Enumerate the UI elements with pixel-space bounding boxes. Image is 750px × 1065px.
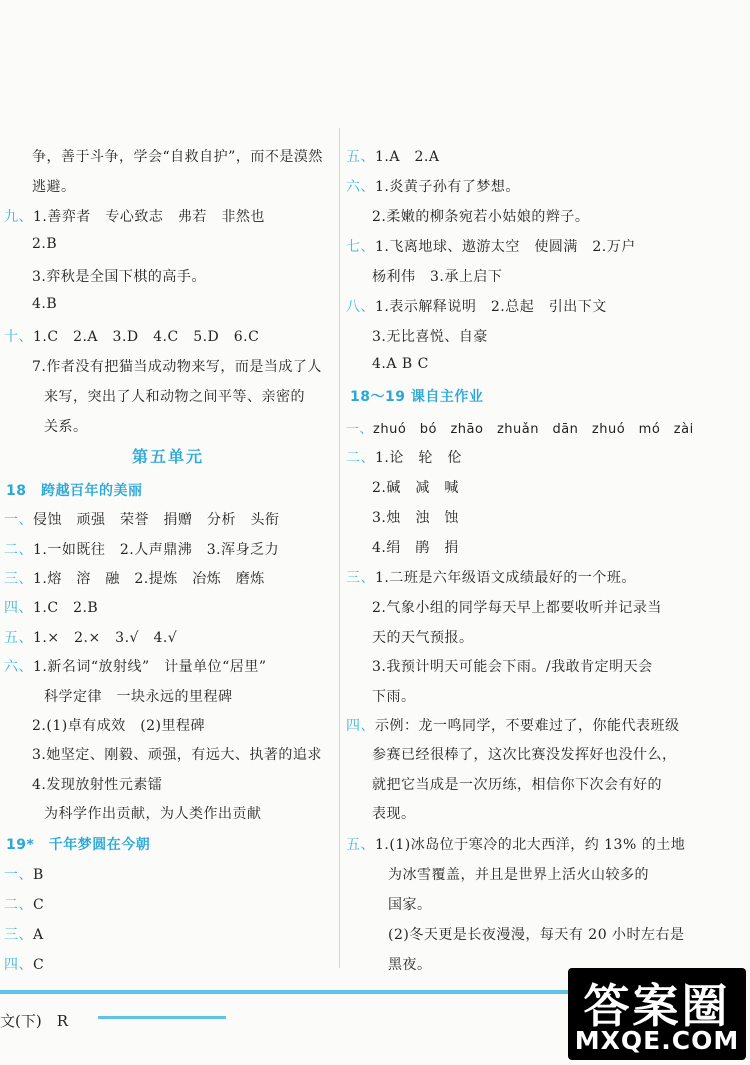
- answer-line: 4.A B C: [372, 356, 429, 372]
- lesson-heading: 18 跨越百年的美丽: [6, 483, 143, 499]
- answer-line: 四、1.C 2.B: [4, 600, 99, 616]
- footer-label: 文(下) R: [0, 1012, 68, 1030]
- answer-line: 为科学作出贡献，为人类作出贡献: [44, 806, 262, 822]
- answer-line: 争，善于斗争，学会“自救自护”，而不是漠然: [32, 149, 323, 165]
- answer-line: 2.(1)卓有成效 (2)里程碑: [32, 718, 206, 734]
- answer-line: 杨利伟 3.承上启下: [372, 269, 503, 285]
- answer-line: 参赛已经很棒了，这次比赛没发挥好也没什么，: [372, 747, 677, 763]
- footer-rule: [98, 1016, 226, 1019]
- answer-line: 三、1.二班是六年级语文成绩最好的一个班。: [346, 570, 636, 586]
- answer-line: 2.柔嫩的柳条宛若小姑娘的辫子。: [372, 209, 590, 225]
- answer-line: 四、示例：龙一鸣同学，不要难过了，你能代表班级: [346, 718, 680, 734]
- answer-line: 一、B: [4, 867, 44, 883]
- answer-line: 来写，突出了人和动物之间平等、亲密的: [44, 389, 305, 405]
- answer-line: 3.弈秋是全国下棋的高手。: [32, 269, 206, 285]
- section-heading: 18～19 课自主作业: [350, 389, 484, 405]
- watermark-logo: [568, 968, 746, 1060]
- answer-line: 三、A: [4, 927, 44, 943]
- answer-line: 九、1.善弈者 专心致志 弗若 非然也: [4, 209, 265, 225]
- answer-line: 五、1.× 2.× 3.√ 4.√: [4, 630, 178, 646]
- answer-line: 2.碱 减 喊: [372, 480, 459, 496]
- answer-line: 3.无比喜悦、自豪: [372, 329, 488, 345]
- answer-line: 下雨。: [372, 689, 416, 705]
- answer-line: 二、C: [4, 897, 45, 913]
- answer-line: 2.B: [32, 236, 58, 252]
- answer-line: 七、1.飞离地球、遨游太空 使圆满 2.万户: [346, 239, 636, 255]
- answer-line: 4.B: [32, 296, 58, 312]
- answer-line: 逃避。: [32, 179, 76, 195]
- answer-line: 一、侵蚀 顽强 荣誉 捐赠 分析 头衔: [4, 512, 280, 528]
- answer-line: 三、1.熔 溶 融 2.提炼 冶炼 磨炼: [4, 571, 265, 587]
- answer-line: 3.我预计明天可能会下雨。/我敢肯定明天会: [372, 659, 653, 675]
- answer-line: 五、1.A 2.A: [346, 149, 440, 165]
- answer-line: 7.作者没有把猫当成动物来写，而是当成了人: [32, 359, 322, 375]
- answer-line: 为冰雪覆盖，并且是世界上活火山较多的: [388, 867, 649, 883]
- answer-line: 四、C: [4, 957, 45, 973]
- answer-line: (2)冬天更是长夜漫漫，每天有 20 小时左右是: [388, 927, 685, 943]
- answer-line: 八、1.表示解释说明 2.总起 引出下文: [346, 299, 607, 315]
- answer-line: 表现。: [372, 806, 416, 822]
- answer-line: 4.发现放射性元素镭: [32, 777, 163, 793]
- bottom-rule: [0, 990, 570, 994]
- answer-line: 二、1.一如既往 2.人声鼎沸 3.浑身乏力: [4, 542, 280, 558]
- answer-line: 3.她坚定、刚毅、顽强，有远大、执著的追求: [32, 747, 322, 763]
- pinyin-line: 一、zhuó bó zhāo zhuǎn dān zhuó mó zài: [346, 422, 694, 437]
- answer-line: 十、1.C 2.A 3.D 4.C 5.D 6.C: [4, 329, 260, 345]
- answer-line: 天的天气预报。: [372, 630, 474, 646]
- answer-line: 六、1.炎黄子孙有了梦想。: [346, 179, 520, 195]
- answer-line: 六、1.新名词“放射线” 计量单位“居里”: [4, 659, 267, 675]
- answer-line: 黑夜。: [388, 957, 432, 973]
- lesson-heading: 19* 千年梦圆在今朝: [6, 837, 151, 853]
- answer-line: 国家。: [388, 897, 432, 913]
- column-divider: [339, 128, 340, 968]
- answer-line: 2.气象小组的同学每天早上都要收听并记录当: [372, 600, 662, 616]
- answer-line: 3.烛 浊 蚀: [372, 510, 459, 526]
- unit-heading: 第五单元: [132, 447, 205, 466]
- answer-line: 就把它当成是一次历练，相信你下次会有好的: [372, 777, 662, 793]
- answer-line: 五、1.(1)冰岛位于寒冷的北大西洋，约 13% 的土地: [346, 837, 686, 853]
- answer-line: 二、1.论 轮 伦: [346, 450, 462, 466]
- answer-line: 关系。: [44, 419, 88, 435]
- answer-line: 4.绢 鹃 捐: [372, 540, 459, 556]
- watermark-url: MXQE.COM: [574, 1026, 740, 1055]
- answer-line: 科学定律 一块永远的里程碑: [44, 689, 233, 705]
- watermark-title: 答案圈: [583, 979, 731, 1033]
